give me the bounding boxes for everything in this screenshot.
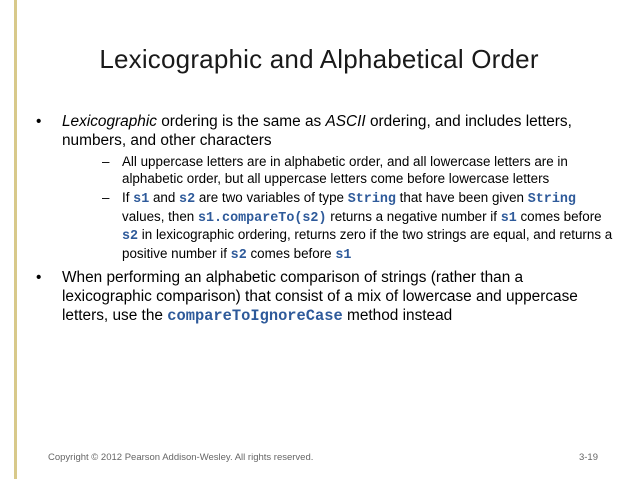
code-text: s2 (230, 247, 247, 263)
bullet-icon: • (36, 113, 42, 130)
bullet-lexicographic (28, 112, 613, 264)
sub-item-compareto (62, 190, 613, 264)
text: method instead (342, 307, 453, 324)
code-text: s1 (500, 210, 517, 226)
code-text: compareToIgnoreCase (167, 307, 343, 325)
dash-icon: – (102, 154, 110, 169)
slide-content (28, 112, 613, 330)
text: If (122, 190, 134, 205)
bullet-alphabetic (28, 268, 613, 326)
slide-title: Lexicographic and Alphabetical Order (99, 44, 539, 74)
dash-icon: – (102, 190, 110, 205)
text: All uppercase letters are in alphabetic order, and all lowercase letters are in alphabetic order, but all uppercase letters come before lowercase letters (122, 154, 568, 186)
text-italic: Lexicographic (62, 113, 157, 130)
copyright-footer: Copyright © 2012 Pearson Addison-Wesley. All rights reserved. (48, 452, 314, 463)
code-text: String (347, 192, 396, 207)
code-text: s1 (335, 247, 352, 263)
code-text: s2 (122, 229, 139, 244)
text: comes before (516, 208, 602, 224)
sub-list (62, 154, 613, 264)
text: When performing an alphabetic comparison of strings (rather than a lexicographic comparison) that consist of a mix of lowercase and uppercase letters, use the (62, 269, 578, 324)
text: that have been given (395, 190, 528, 205)
code-text: String (527, 192, 576, 207)
text: ordering, and includes letters, numbers, and other characters (62, 113, 572, 149)
sub-item-uppercase (62, 154, 613, 187)
text: values, then (122, 208, 198, 224)
text: comes before (246, 245, 336, 261)
text: returns a negative number if (326, 208, 501, 224)
text-italic: ASCII (325, 113, 366, 130)
code-text: s1.compareTo(s2) (197, 210, 327, 226)
text: ordering is the same as (156, 113, 326, 130)
page-number: 3-19 (578, 452, 598, 463)
code-text: s1 (133, 192, 150, 207)
text: are two variables of type (195, 190, 348, 205)
text: in lexicographic ordering, returns zero if the two strings are equal, and returns a positive number if (122, 227, 613, 261)
code-text: s2 (179, 192, 196, 207)
text: and (149, 190, 180, 205)
bullet-icon: • (36, 269, 42, 286)
